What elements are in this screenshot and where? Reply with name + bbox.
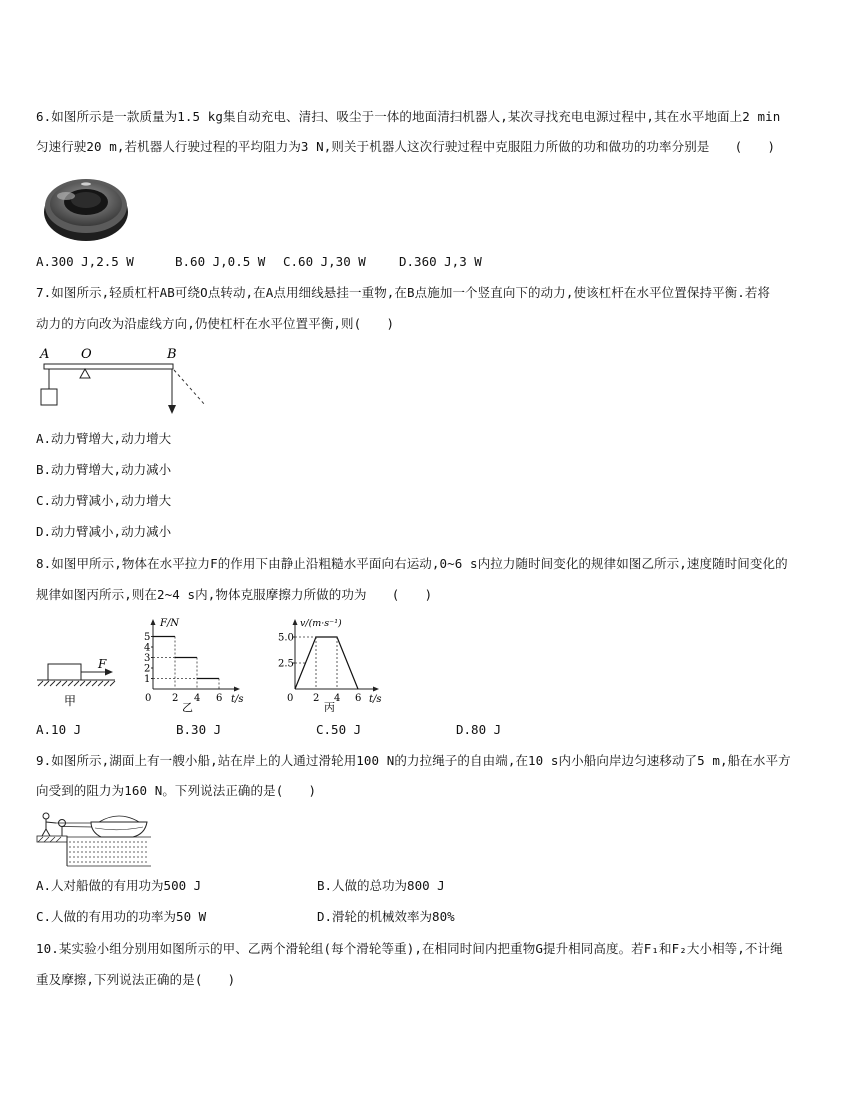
q9-option-c: C.人做的有用功的功率为50 W	[36, 909, 207, 924]
chart-bing	[270, 615, 390, 712]
bing-x-tick-0: 0	[287, 693, 294, 704]
fig-jia-caption: 甲	[64, 694, 77, 708]
lever-dashed-direction	[174, 370, 205, 405]
lever-fulcrum	[80, 369, 90, 378]
fig-bing-caption: 丙	[324, 701, 335, 712]
q6-text-line2: 匀速行驶20 m,若机器人行驶过程的平均阻力为3 N,则关于机器人这次行驶过程中克服阻力所做的功和做功的功率分别是 ( )	[36, 139, 776, 154]
lever-weight	[41, 389, 57, 405]
yi-x-tick-0: 0	[145, 693, 152, 704]
q10-text-line2: 重及摩擦,下列说法正确的是( )	[36, 972, 236, 987]
q8-text-line2: 规律如图丙所示,则在2~4 s内,物体克服摩擦力所做的功为 ( )	[36, 587, 433, 602]
q9-option-a: A.人对船做的有用功为500 J	[36, 878, 202, 893]
yi-y-tick-4: 4	[144, 642, 151, 654]
force-label: F	[98, 657, 107, 671]
q7-text-line1: 7.如图所示,轻质杠杆AB可绕O点转动,在A点用细线悬挂一重物,在B点施加一个竖直向下的动力,使该杠杆在水平位置保持平衡.若将	[36, 285, 771, 300]
bing-y-tick-2.5: 2.5	[278, 658, 294, 670]
q7-option-a: A.动力臂增大,动力增大	[36, 431, 172, 446]
q6-text-line1: 6.如图所示是一款质量为1.5 kg集自动充电、清扫、吸尘于一体的地面清扫机器人,某次寻找充电电源过程中,其在水平地面上2 min	[36, 109, 781, 124]
q8-option-a: A.10 J	[36, 722, 82, 737]
q6-option-c: C.60 J,30 W	[283, 254, 366, 269]
q8-option-d: D.80 J	[456, 722, 502, 737]
q10-text-line1: 10.某实验小组分别用如图所示的甲、乙两个滑轮组(每个滑轮等重),在相同时间内把重物G提升相同高度。若F₁和F₂大小相等,不计绳	[36, 941, 783, 956]
block	[48, 664, 81, 680]
q8-option-c: C.50 J	[316, 722, 362, 737]
q7-option-d: D.动力臂减小,动力减小	[36, 524, 172, 539]
q8-text-line1: 8.如图甲所示,物体在水平拉力F的作用下由静止沿粗糙水平面向右运动,0~6 s内拉力随时间变化的规律如图乙所示,速度随时间变化的	[36, 556, 788, 571]
lever-label-b: B	[167, 347, 177, 362]
yi-x-tick-4: 4	[194, 693, 201, 704]
q8-option-b: B.30 J	[176, 722, 222, 737]
fig-jia-block	[34, 655, 119, 710]
yi-y-tick-5: 5	[144, 632, 151, 643]
fig-yi-caption: 乙	[182, 701, 193, 712]
lever-label-a: A	[40, 347, 50, 362]
lever-force-arrow	[168, 405, 176, 414]
bing-x-axis-label: t/s	[369, 694, 382, 705]
yi-y-tick-1: 1	[144, 674, 151, 685]
bing-y-axis-label: v/(m·s⁻¹)	[300, 618, 342, 629]
person-figure	[42, 813, 56, 836]
yi-y-axis-label: F/N	[160, 618, 180, 629]
q7-option-c: C.动力臂减小,动力增大	[36, 493, 172, 508]
q6-option-d: D.360 J,3 W	[399, 254, 482, 269]
bing-x-tick-2: 2	[313, 693, 320, 704]
q9-text-line2: 向受到的阻力为160 N。下列说法正确的是( )	[36, 783, 317, 798]
water	[69, 842, 149, 862]
q7-option-b: B.动力臂增大,动力减小	[36, 462, 172, 477]
lever-diagram	[34, 343, 214, 418]
q6-option-a: A.300 J,2.5 W	[36, 254, 134, 269]
bing-y-tick-5.0: 5.0	[278, 632, 294, 644]
q9-option-d: D.滑轮的机械效率为80%	[317, 909, 455, 924]
q9-option-b: B.人做的总功为800 J	[317, 878, 445, 893]
yi-y-tick-3: 3	[144, 653, 151, 664]
q6-option-b: B.60 J,0.5 W	[175, 254, 266, 269]
yi-x-axis-label: t/s	[231, 694, 244, 705]
lever-label-o: O	[81, 347, 92, 362]
lever-bar	[44, 364, 173, 369]
q7-text-line2: 动力的方向改为沿虚线方向,仍使杠杆在水平位置平衡,则( )	[36, 316, 395, 331]
boat-pulley-diagram	[35, 810, 155, 868]
q9-text-line1: 9.如图所示,湖面上有一艘小船,站在岸上的人通过滑轮用100 N的力拉绳子的自由端,在10 s内小船向岸边匀速移动了5 m,船在水平方	[36, 753, 791, 768]
bing-x-tick-4: 4	[334, 693, 341, 704]
yi-y-tick-2: 2	[144, 663, 151, 675]
yi-x-tick-6: 6	[216, 693, 223, 704]
robot-vacuum-image	[42, 166, 130, 244]
bing-x-tick-6: 6	[355, 693, 362, 704]
chart-yi	[140, 615, 255, 712]
yi-x-tick-2: 2	[172, 693, 179, 704]
